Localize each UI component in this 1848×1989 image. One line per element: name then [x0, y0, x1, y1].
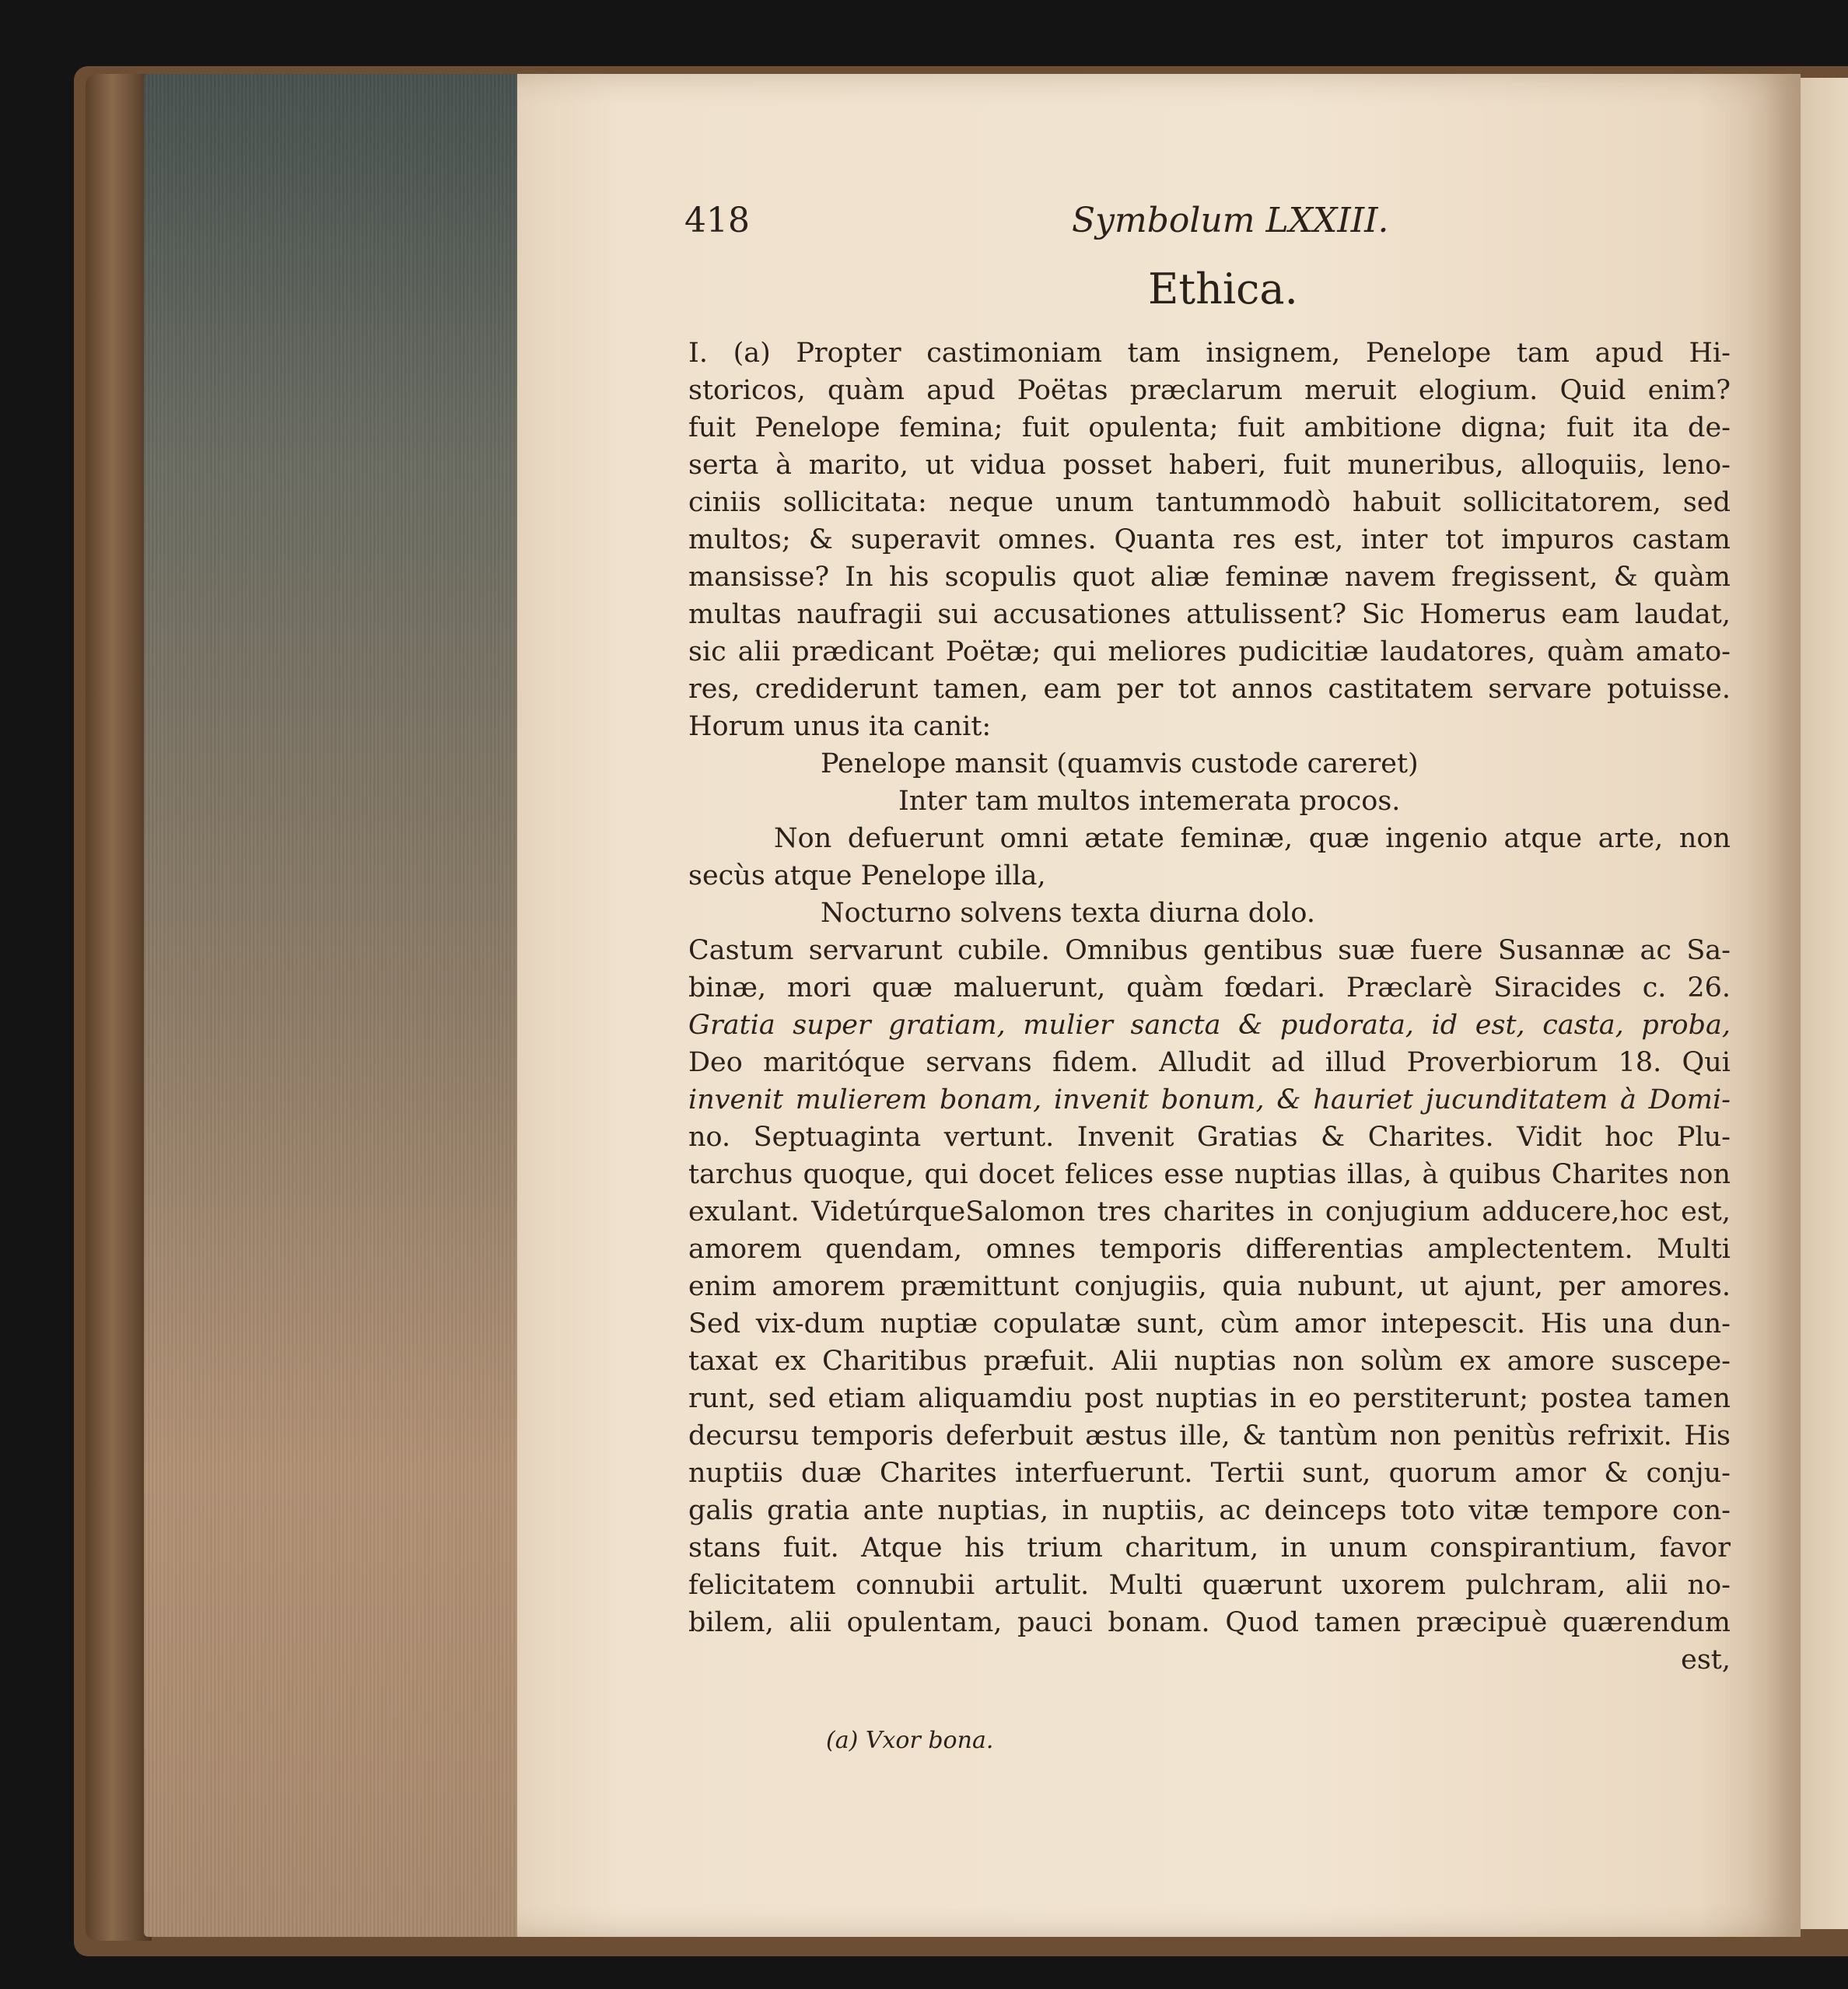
text-line: storicos, quàm apud Poëtas præclarum meruit elogium. Quid enim?	[688, 375, 1731, 406]
text-line: sic alii prædicant Poëtæ; qui meliores pudicitiæ laudatores, quàm amato-	[688, 636, 1731, 667]
page-block-edge	[144, 74, 517, 1937]
verse-line: Inter tam multos intemerata procos.	[898, 786, 1401, 817]
text-line: multos; & superavit omnes. Quanta res est, inter tot impuros castam	[688, 524, 1731, 555]
verse-line: Nocturno solvens texta diurna dolo.	[821, 898, 1315, 929]
text-line: felicitatem connubii artulit. Multi quærunt uxorem pulchram, alii no-	[688, 1570, 1731, 1601]
text-line: Sed vix-dum nuptiæ copulatæ sunt, cùm amor intepescit. His una dun-	[688, 1308, 1731, 1339]
running-head: Symbolum LXXIII.	[1072, 201, 1389, 240]
text-line: mansisse? In his scopulis quot aliæ feminæ navem fregissent, & quàm	[688, 562, 1731, 593]
book-spine	[86, 74, 152, 1941]
text-line: decursu temporis deferbuit æstus ille, & tantùm non penitùs refrixit. His	[688, 1420, 1731, 1451]
text-line: multas naufragii sui accusationes attulissent? Sic Homerus eam laudat,	[688, 599, 1731, 630]
text-line: amorem quendam, omnes temporis differentias amplectentem. Multi	[688, 1234, 1731, 1265]
text-line: invenit mulierem bonam, invenit bonum, & hauriet jucunditatem à Domi-	[688, 1084, 1731, 1115]
catchword: est,	[1681, 1644, 1731, 1676]
text-line: Deo maritóque servans fidem. Alludit ad illud Proverbiorum 18. Qui	[688, 1047, 1731, 1078]
text-line: ciniis sollicitata: neque unum tantummodò habuit sollicitatorem, sed	[688, 487, 1731, 518]
section-title: Ethica.	[1148, 264, 1298, 313]
verse-line: Penelope mansit (quamvis custode careret)	[821, 748, 1419, 779]
footnote: (a) Vxor bona.	[826, 1727, 994, 1754]
page-number: 418	[684, 201, 750, 240]
text-line: enim amorem præmittunt conjugiis, quia nubunt, ut ajunt, per amores.	[688, 1271, 1731, 1302]
text-line: Horum unus ita canit:	[688, 711, 992, 742]
text-line: tarchus quoque, qui docet felices esse nuptias illas, à quibus Charites non	[688, 1159, 1731, 1190]
text-line: res, crediderunt tamen, eam per tot annos castitatem servare potuisse.	[688, 674, 1731, 705]
text-line: serta à marito, ut vidua posset haberi, fuit muneribus, alloquiis, leno-	[688, 450, 1731, 481]
text-line: Castum servarunt cubile. Omnibus gentibus suæ fuere Susannæ ac Sa-	[688, 935, 1731, 966]
text-line: Non defuerunt omni ætate feminæ, quæ ingenio atque arte, non	[774, 823, 1731, 854]
text-line: exulant. VidetúrqueSalomon tres charites in conjugium adducere,hoc est,	[688, 1196, 1731, 1227]
text-line: bilem, alii opulentam, pauci bonam. Quod tamen præcipuè quærendum	[688, 1607, 1731, 1638]
text-line: nuptiis duæ Charites interfuerunt. Tertii sunt, quorum amor & conju-	[688, 1458, 1731, 1489]
text-line: binæ, mori quæ maluerunt, quàm fœdari. Præclarè Siracides c. 26.	[688, 972, 1731, 1003]
text-line: Gratia super gratiam, mulier sancta & pudorata, id est, casta, proba,	[688, 1010, 1731, 1041]
text-line: stans fuit. Atque his trium charitum, in unum conspirantium, favor	[688, 1532, 1731, 1564]
body-text	[688, 334, 1731, 1679]
text-line: galis gratia ante nuptias, in nuptiis, ac deinceps toto vitæ tempore con-	[688, 1495, 1731, 1526]
text-line: fuit Penelope femina; fuit opulenta; fuit ambitione digna; fuit ita de-	[688, 412, 1731, 443]
text-line: runt, sed etiam aliquamdiu post nuptias in eo perstiterunt; postea tamen	[688, 1383, 1731, 1414]
text-line: secùs atque Penelope illa,	[688, 860, 1046, 891]
text-line: taxat ex Charitibus præfuit. Alii nuptias non solùm ex amore suscepe-	[688, 1346, 1731, 1377]
text-line: no. Septuaginta vertunt. Invenit Gratias & Charites. Vidit hoc Plu-	[688, 1122, 1731, 1153]
text-line: I. (a) Propter castimoniam tam insignem, Penelope tam apud Hi-	[688, 338, 1731, 369]
